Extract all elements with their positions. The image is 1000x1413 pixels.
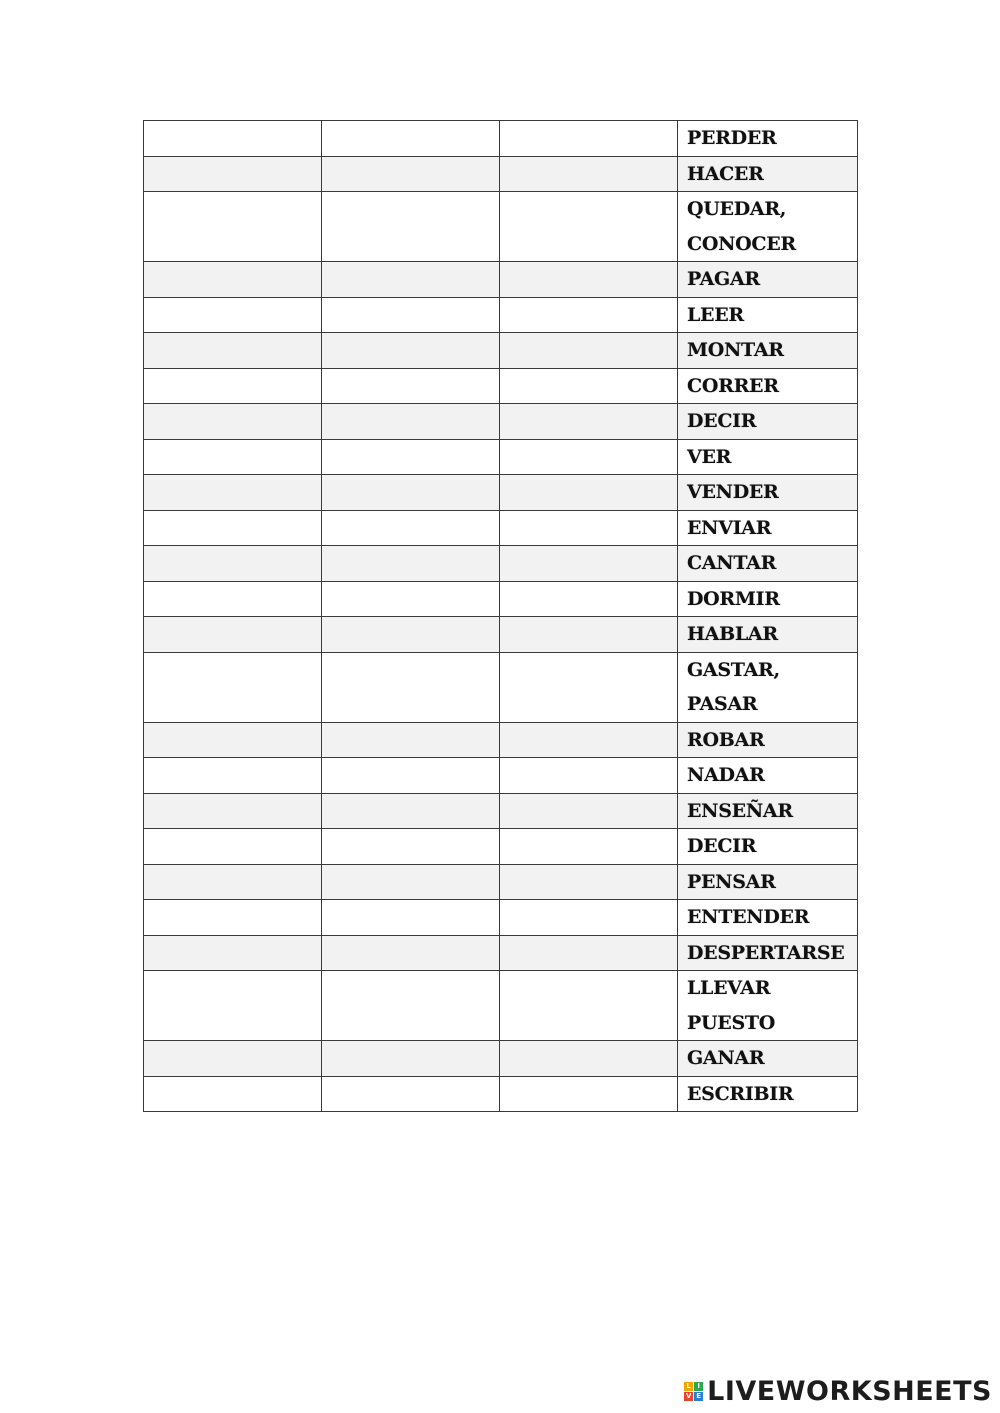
answer-cell[interactable] — [322, 475, 500, 511]
verb-text: GANAR — [687, 1047, 765, 1069]
verb-text: PAGAR — [687, 268, 760, 290]
answer-cell[interactable] — [144, 156, 322, 192]
answer-cell[interactable] — [144, 722, 322, 758]
verb-text: ENSEÑAR — [687, 799, 793, 822]
verb-text: LLEVAR — [687, 977, 771, 999]
verb-text: DECIR — [687, 410, 757, 432]
answer-cell[interactable] — [322, 864, 500, 900]
table-row — [144, 722, 858, 758]
verb-cell — [678, 758, 858, 794]
table-row — [144, 758, 858, 794]
verb-cell — [678, 121, 858, 157]
answer-cell[interactable] — [144, 652, 322, 722]
answer-cell[interactable] — [144, 793, 322, 829]
verb-cell — [678, 971, 858, 1041]
answer-cell[interactable] — [500, 404, 678, 440]
verb-cell — [678, 404, 858, 440]
answer-cell[interactable] — [500, 793, 678, 829]
answer-cell[interactable] — [500, 262, 678, 298]
answer-cell[interactable] — [144, 439, 322, 475]
answer-cell[interactable] — [144, 829, 322, 865]
verb-cell — [678, 1041, 858, 1077]
brand-name: LIVEWORKSHEETS — [707, 1376, 992, 1407]
verb-cell — [678, 829, 858, 865]
answer-cell[interactable] — [500, 192, 678, 262]
table-row — [144, 333, 858, 369]
verb-text: ENTENDER — [687, 906, 810, 928]
answer-cell[interactable] — [144, 864, 322, 900]
verb-text: PENSAR — [687, 870, 776, 893]
verb-text: CONOCER — [687, 232, 796, 255]
verb-cell — [678, 617, 858, 653]
table-row — [144, 793, 858, 829]
verb-cell — [678, 1076, 858, 1112]
verb-cell — [678, 581, 858, 617]
answer-cell[interactable] — [500, 1041, 678, 1077]
verb-text: ESCRIBIR — [687, 1082, 794, 1105]
answer-cell[interactable] — [500, 333, 678, 369]
logo-square: L — [684, 1382, 693, 1391]
answer-cell[interactable] — [322, 192, 500, 262]
answer-cell[interactable] — [322, 758, 500, 794]
answer-cell[interactable] — [500, 1076, 678, 1112]
verb-cell — [678, 935, 858, 971]
logo-square: I — [694, 1382, 703, 1391]
answer-cell[interactable] — [322, 793, 500, 829]
answer-cell[interactable] — [500, 935, 678, 971]
verb-cell — [678, 864, 858, 900]
verb-text: MONTAR — [687, 339, 784, 361]
answer-cell[interactable] — [144, 121, 322, 157]
table-row — [144, 262, 858, 298]
answer-cell[interactable] — [322, 617, 500, 653]
answer-cell[interactable] — [322, 652, 500, 722]
verb-text: LEER — [687, 303, 744, 326]
verb-cell — [678, 368, 858, 404]
answer-cell[interactable] — [500, 758, 678, 794]
answer-cell[interactable] — [144, 971, 322, 1041]
verb-text: VER — [687, 445, 732, 468]
answer-cell[interactable] — [322, 121, 500, 157]
verb-cell — [678, 297, 858, 333]
verb-cell — [678, 900, 858, 936]
logo-square: E — [694, 1392, 703, 1401]
verb-cell — [678, 475, 858, 511]
answer-cell[interactable] — [500, 475, 678, 511]
verb-text: VENDER — [687, 481, 779, 503]
answer-cell[interactable] — [322, 262, 500, 298]
answer-cell[interactable] — [144, 333, 322, 369]
verb-cell — [678, 546, 858, 582]
table-row — [144, 1076, 858, 1112]
verb-text: PERDER — [687, 127, 777, 149]
answer-cell[interactable] — [500, 510, 678, 546]
table-row — [144, 829, 858, 865]
answer-cell[interactable] — [322, 722, 500, 758]
table-row — [144, 156, 858, 192]
verb-text: CANTAR — [687, 552, 777, 574]
answer-cell[interactable] — [144, 546, 322, 582]
answer-cell[interactable] — [144, 1041, 322, 1077]
answer-cell[interactable] — [322, 971, 500, 1041]
answer-cell[interactable] — [322, 1076, 500, 1112]
answer-cell[interactable] — [322, 156, 500, 192]
table-row — [144, 510, 858, 546]
answer-cell[interactable] — [144, 297, 322, 333]
verb-cell — [678, 510, 858, 546]
answer-cell[interactable] — [500, 829, 678, 865]
answer-cell[interactable] — [144, 368, 322, 404]
verb-text: DECIR — [687, 835, 757, 857]
liveworksheets-logo-icon — [684, 1382, 703, 1401]
table-row — [144, 900, 858, 936]
table-row — [144, 439, 858, 475]
table-row — [144, 617, 858, 653]
answer-cell[interactable] — [500, 156, 678, 192]
answer-cell[interactable] — [322, 1041, 500, 1077]
verb-table-body — [144, 121, 858, 1112]
answer-cell[interactable] — [500, 900, 678, 936]
answer-cell[interactable] — [144, 1076, 322, 1112]
verb-cell — [678, 192, 858, 262]
verb-text: DESPERTARSE — [687, 941, 845, 964]
answer-cell[interactable] — [322, 829, 500, 865]
answer-cell[interactable] — [144, 192, 322, 262]
verb-cell — [678, 793, 858, 829]
verb-text: PUESTO — [687, 1011, 775, 1034]
table-row — [144, 192, 858, 262]
verb-cell — [678, 262, 858, 298]
table-row — [144, 368, 858, 404]
answer-cell[interactable] — [322, 546, 500, 582]
verb-text: HACER — [687, 162, 764, 185]
answer-cell[interactable] — [144, 900, 322, 936]
answer-cell[interactable] — [144, 581, 322, 617]
table-row — [144, 935, 858, 971]
answer-cell[interactable] — [500, 652, 678, 722]
verb-text: ROBAR — [687, 728, 765, 751]
verb-cell — [678, 652, 858, 722]
answer-cell[interactable] — [322, 404, 500, 440]
table-row — [144, 297, 858, 333]
answer-cell[interactable] — [500, 864, 678, 900]
answer-cell[interactable] — [500, 297, 678, 333]
verb-cell — [678, 156, 858, 192]
table-row — [144, 864, 858, 900]
verb-text: GASTAR, PASAR — [687, 658, 780, 715]
verb-text: ENVIAR — [687, 516, 772, 539]
answer-cell[interactable] — [322, 333, 500, 369]
answer-cell[interactable] — [322, 581, 500, 617]
table-row — [144, 971, 858, 1041]
table-row — [144, 1041, 858, 1077]
table-row — [144, 546, 858, 582]
answer-cell[interactable] — [500, 722, 678, 758]
answer-cell[interactable] — [144, 617, 322, 653]
answer-cell[interactable] — [500, 971, 678, 1041]
answer-cell[interactable] — [322, 439, 500, 475]
table-row — [144, 581, 858, 617]
verb-cell — [678, 439, 858, 475]
logo-square: V — [685, 1392, 692, 1400]
table-row — [144, 475, 858, 511]
answer-cell[interactable] — [322, 900, 500, 936]
answer-cell[interactable] — [322, 510, 500, 546]
answer-cell[interactable] — [500, 121, 678, 157]
answer-cell[interactable] — [322, 297, 500, 333]
table-row — [144, 404, 858, 440]
answer-cell[interactable] — [322, 935, 500, 971]
answer-cell[interactable] — [144, 475, 322, 511]
table-row — [144, 121, 858, 157]
answer-cell[interactable] — [144, 404, 322, 440]
liveworksheets-brand — [684, 1376, 992, 1407]
table-row — [144, 652, 858, 722]
answer-cell[interactable] — [500, 546, 678, 582]
answer-cell[interactable] — [500, 581, 678, 617]
verb-text: CORRER — [687, 374, 779, 397]
verb-text: HABLAR — [687, 623, 778, 645]
verb-text: NADAR — [687, 764, 765, 786]
answer-cell[interactable] — [500, 439, 678, 475]
verb-text: QUEDAR, — [687, 198, 787, 220]
verb-text: DORMIR — [687, 587, 780, 610]
answer-cell[interactable] — [144, 510, 322, 546]
verb-cell — [678, 333, 858, 369]
answer-cell[interactable] — [500, 368, 678, 404]
verb-cell — [678, 722, 858, 758]
verb-table — [143, 120, 858, 1112]
answer-cell[interactable] — [500, 617, 678, 653]
answer-cell[interactable] — [144, 262, 322, 298]
answer-cell[interactable] — [144, 758, 322, 794]
answer-cell[interactable] — [144, 935, 322, 971]
answer-cell[interactable] — [322, 368, 500, 404]
